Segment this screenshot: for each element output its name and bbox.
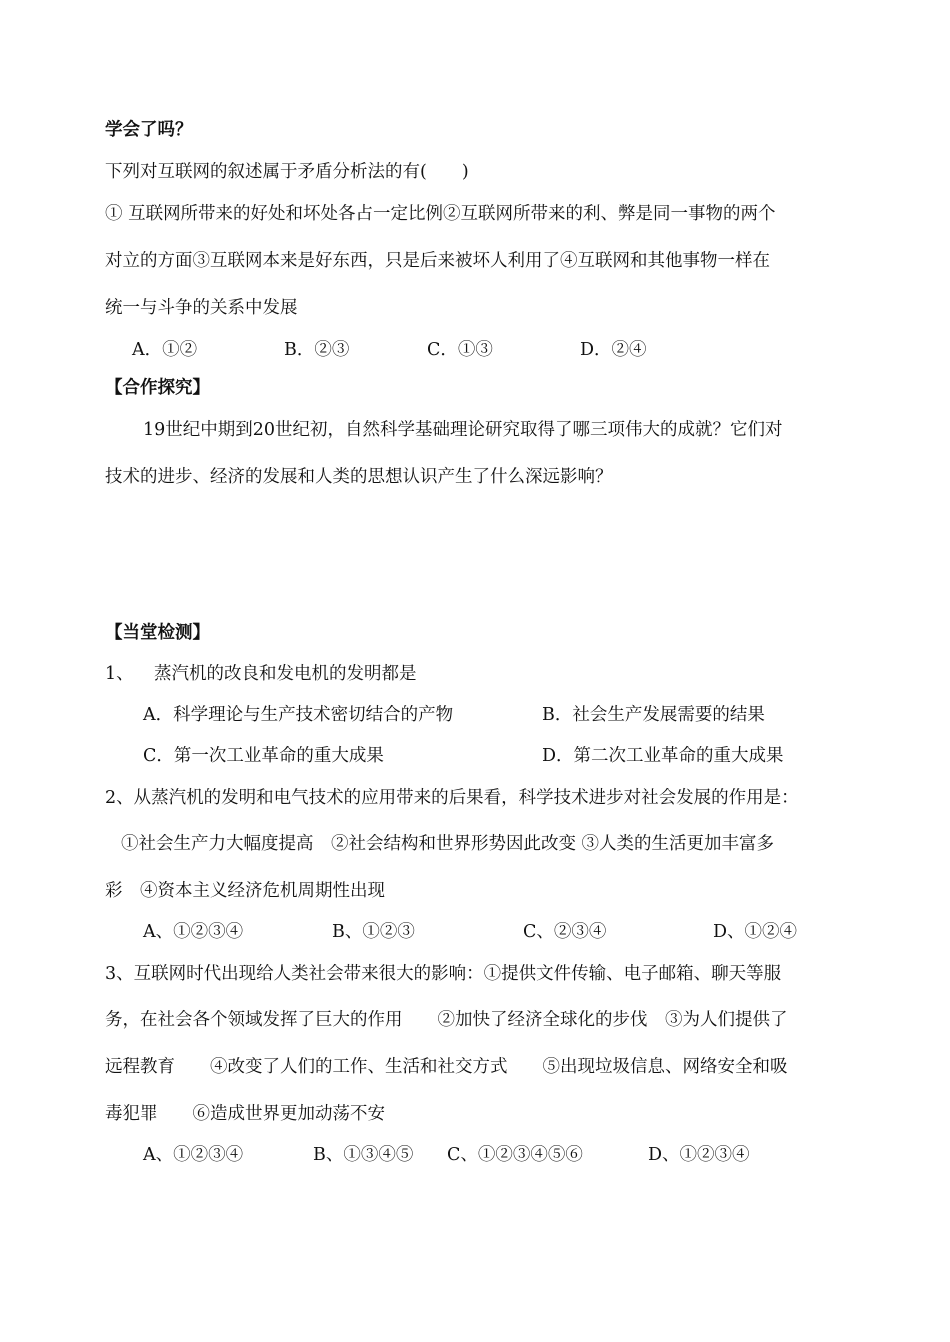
test-heading: 【当堂检测】 xyxy=(105,623,210,643)
q1-option-a: A．科学理论与生产技术密切结合的产物 xyxy=(143,705,454,725)
q2-line: 2、从蒸汽机的发明和电气技术的应用带来的后果看，科学技术进步对社会发展的作用是： xyxy=(105,788,799,808)
quiz-stem-line: ① 互联网所带来的好处和坏处各占一定比例②互联网所带来的利、弊是同一事物的两个 xyxy=(105,204,776,224)
q2-option-d: D、①②④ xyxy=(713,922,798,942)
q2-option-a: A、①②③④ xyxy=(143,922,244,942)
quiz-question: 下列对互联网的叙述属于矛盾分析法的有( ) xyxy=(105,162,469,182)
q2-line: ①社会生产力大幅度提高 ②社会结构和世界形势因此改变 ③人类的生活更加丰富多 xyxy=(121,834,775,854)
quiz-stem-line: 统一与斗争的关系中发展 xyxy=(105,298,298,318)
q1-option-c: C．第一次工业革命的重大成果 xyxy=(143,746,384,766)
q2-line: 彩 ④资本主义经济危机周期性出现 xyxy=(105,881,385,901)
q3-option-a: A、①②③④ xyxy=(143,1145,244,1165)
quiz-stem-line: 对立的方面③互联网本来是好东西，只是后来被坏人利用了④互联网和其他事物一样在 xyxy=(105,251,770,271)
quiz-option-a: A．①② xyxy=(132,340,198,360)
quiz-option-b: B．②③ xyxy=(284,340,350,360)
q3-option-b: B、①③④⑤ xyxy=(313,1145,414,1165)
quiz-option-c: C．①③ xyxy=(427,340,493,360)
q1-option-b: B．社会生产发展需要的结果 xyxy=(542,705,765,725)
quiz-heading: 学会了吗？ xyxy=(105,120,193,140)
q2-option-c: C、②③④ xyxy=(523,922,607,942)
q3-option-d: D、①②③④ xyxy=(648,1145,750,1165)
q3-line: 远程教育 ④改变了人们的工作、生活和社交方式 ⑤出现垃圾信息、网络安全和吸 xyxy=(105,1057,788,1077)
q1-option-d: D．第二次工业革命的重大成果 xyxy=(542,746,784,766)
q2-option-b: B、①②③ xyxy=(332,922,415,942)
q1-text: 蒸汽机的改良和发电机的发明都是 xyxy=(154,664,417,684)
q1-number: 1、 xyxy=(105,664,134,684)
cooperation-line: 19世纪中期到20世纪初，自然科学基础理论研究取得了哪三项伟大的成就？它们对 xyxy=(143,420,783,440)
q3-line: 3、互联网时代出现给人类社会带来很大的影响：①提供文件传输、电子邮箱、聊天等服 xyxy=(105,964,782,984)
cooperation-heading: 【合作探究】 xyxy=(105,378,210,398)
q3-line: 务，在社会各个领域发挥了巨大的作用 ②加快了经济全球化的步伐 ③为人们提供了 xyxy=(105,1010,788,1030)
cooperation-line: 技术的进步、经济的发展和人类的思想认识产生了什么深远影响？ xyxy=(105,467,613,487)
quiz-option-d: D．②④ xyxy=(580,340,647,360)
q3-line: 毒犯罪 ⑥造成世界更加动荡不安 xyxy=(105,1104,385,1124)
q3-option-c: C、①②③④⑤⑥ xyxy=(447,1145,583,1165)
